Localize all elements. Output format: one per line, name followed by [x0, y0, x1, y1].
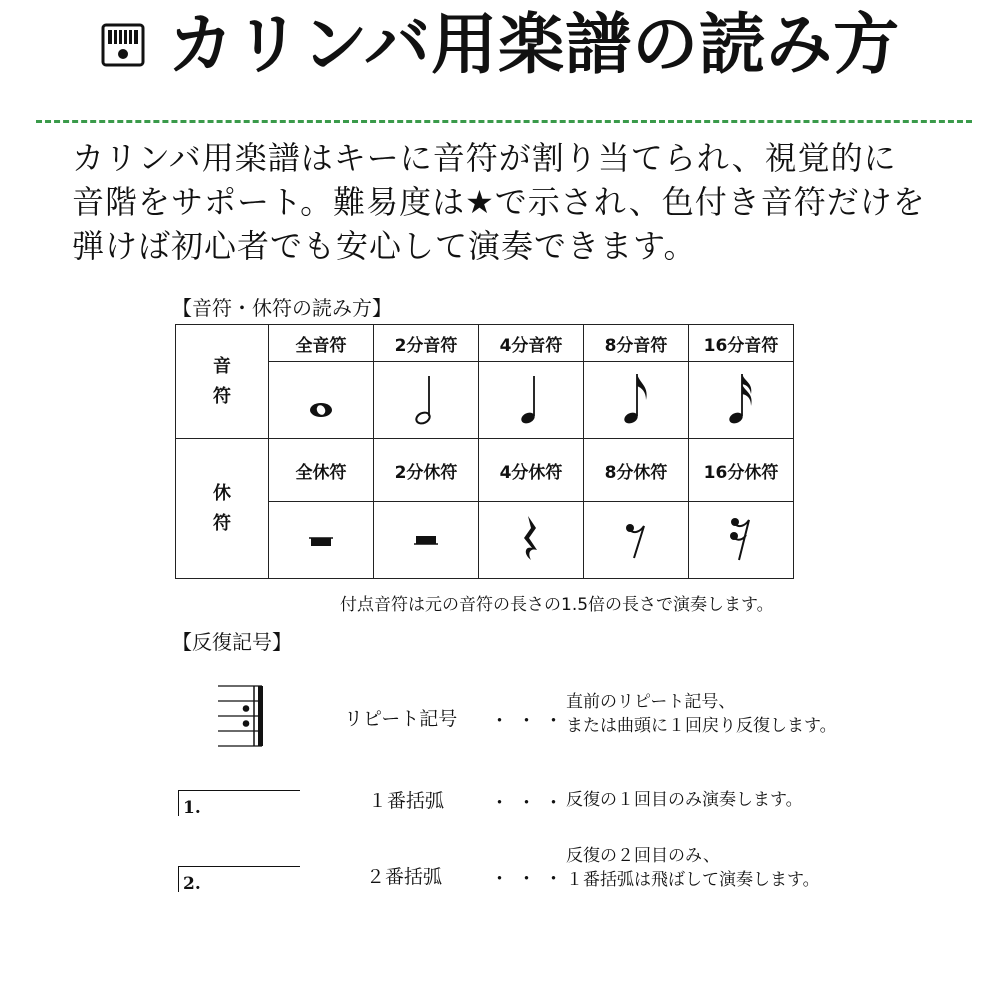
whole-rest-icon: [301, 508, 341, 568]
first-ending-dots: ・・・: [490, 792, 572, 814]
repeat-sign-dots: ・・・: [490, 710, 572, 732]
dotted-note-footnote: 付点音符は元の音符の長さの1.5倍の長さで演奏します。: [340, 595, 774, 615]
quarter-note-cell: [479, 362, 584, 439]
rests-row-label: 休 符: [176, 439, 269, 579]
page-header: [0, 6, 1000, 83]
description-line: 反復の１回目のみ演奏します。: [566, 790, 803, 810]
intro-text: [72, 136, 952, 268]
kalimba-icon: [100, 22, 146, 68]
whole-note-cell: [269, 362, 374, 439]
repeat-sign-name: リピート記号: [344, 708, 458, 730]
second-ending-name: ２番括弧: [366, 866, 443, 888]
ending-number: 1.: [183, 798, 201, 818]
note-header: 16分音符: [689, 325, 794, 362]
description-line: １番括弧は飛ばして演奏します。: [566, 870, 820, 890]
eighth-rest-cell: [584, 502, 689, 579]
quarter-note-icon: [511, 368, 551, 428]
ending-number: 2.: [183, 874, 201, 894]
intro-line: 弾けば初心者でも安心して演奏できます。: [72, 227, 697, 265]
note-header: 4分音符: [479, 325, 584, 362]
repeat-section-label: 【反復記号】: [172, 630, 292, 654]
rest-header: 4分休符: [479, 439, 584, 502]
repeat-sign-description: [566, 690, 837, 738]
second-ending-description: [566, 844, 820, 892]
sixteenth-note-icon: [721, 368, 761, 428]
repeat-sign-icon: [218, 680, 274, 754]
sixteenth-note-cell: [689, 362, 794, 439]
quarter-rest-icon: [511, 508, 551, 568]
whole-note-icon: [301, 368, 341, 428]
second-ending-dots: ・・・: [490, 868, 572, 890]
intro-line: 音階をサポート。難易度は★で示され、色付き音符だけを: [72, 183, 926, 221]
rest-header: 8分休符: [584, 439, 689, 502]
description-line: または曲頭に１回戻り反復します。: [566, 716, 837, 736]
intro-line: カリンバ用楽譜はキーに音符が割り当てられ、視覚的に: [72, 139, 897, 177]
description-line: 直前のリピート記号、: [566, 692, 736, 712]
dashed-divider: [36, 120, 972, 123]
rest-header: 2分休符: [374, 439, 479, 502]
note-header: 2分音符: [374, 325, 479, 362]
notes-section-label: 【音符・休符の読み方】: [172, 296, 392, 320]
rest-header: 16分休符: [689, 439, 794, 502]
half-rest-icon: [406, 508, 446, 568]
page-title: カリンバ用楽譜の読み方: [167, 6, 901, 83]
half-note-cell: [374, 362, 479, 439]
first-ending-description: [566, 788, 803, 812]
sixteenth-rest-icon: [721, 508, 761, 568]
rest-header: 全休符: [269, 439, 374, 502]
note-header: 8分音符: [584, 325, 689, 362]
eighth-rest-icon: [616, 508, 656, 568]
half-rest-cell: [374, 502, 479, 579]
whole-rest-cell: [269, 502, 374, 579]
sixteenth-rest-cell: [689, 502, 794, 579]
half-note-icon: [406, 368, 446, 428]
note-header: 全音符: [269, 325, 374, 362]
eighth-note-cell: [584, 362, 689, 439]
description-line: 反復の２回目のみ、: [566, 846, 721, 866]
notes-row-label: 音 符: [176, 325, 269, 439]
eighth-note-icon: [616, 368, 656, 428]
notes-rests-table: [175, 324, 794, 579]
first-ending-name: １番括弧: [368, 790, 445, 812]
quarter-rest-cell: [479, 502, 584, 579]
first-ending-icon: [178, 790, 304, 818]
second-ending-icon: [178, 866, 304, 894]
